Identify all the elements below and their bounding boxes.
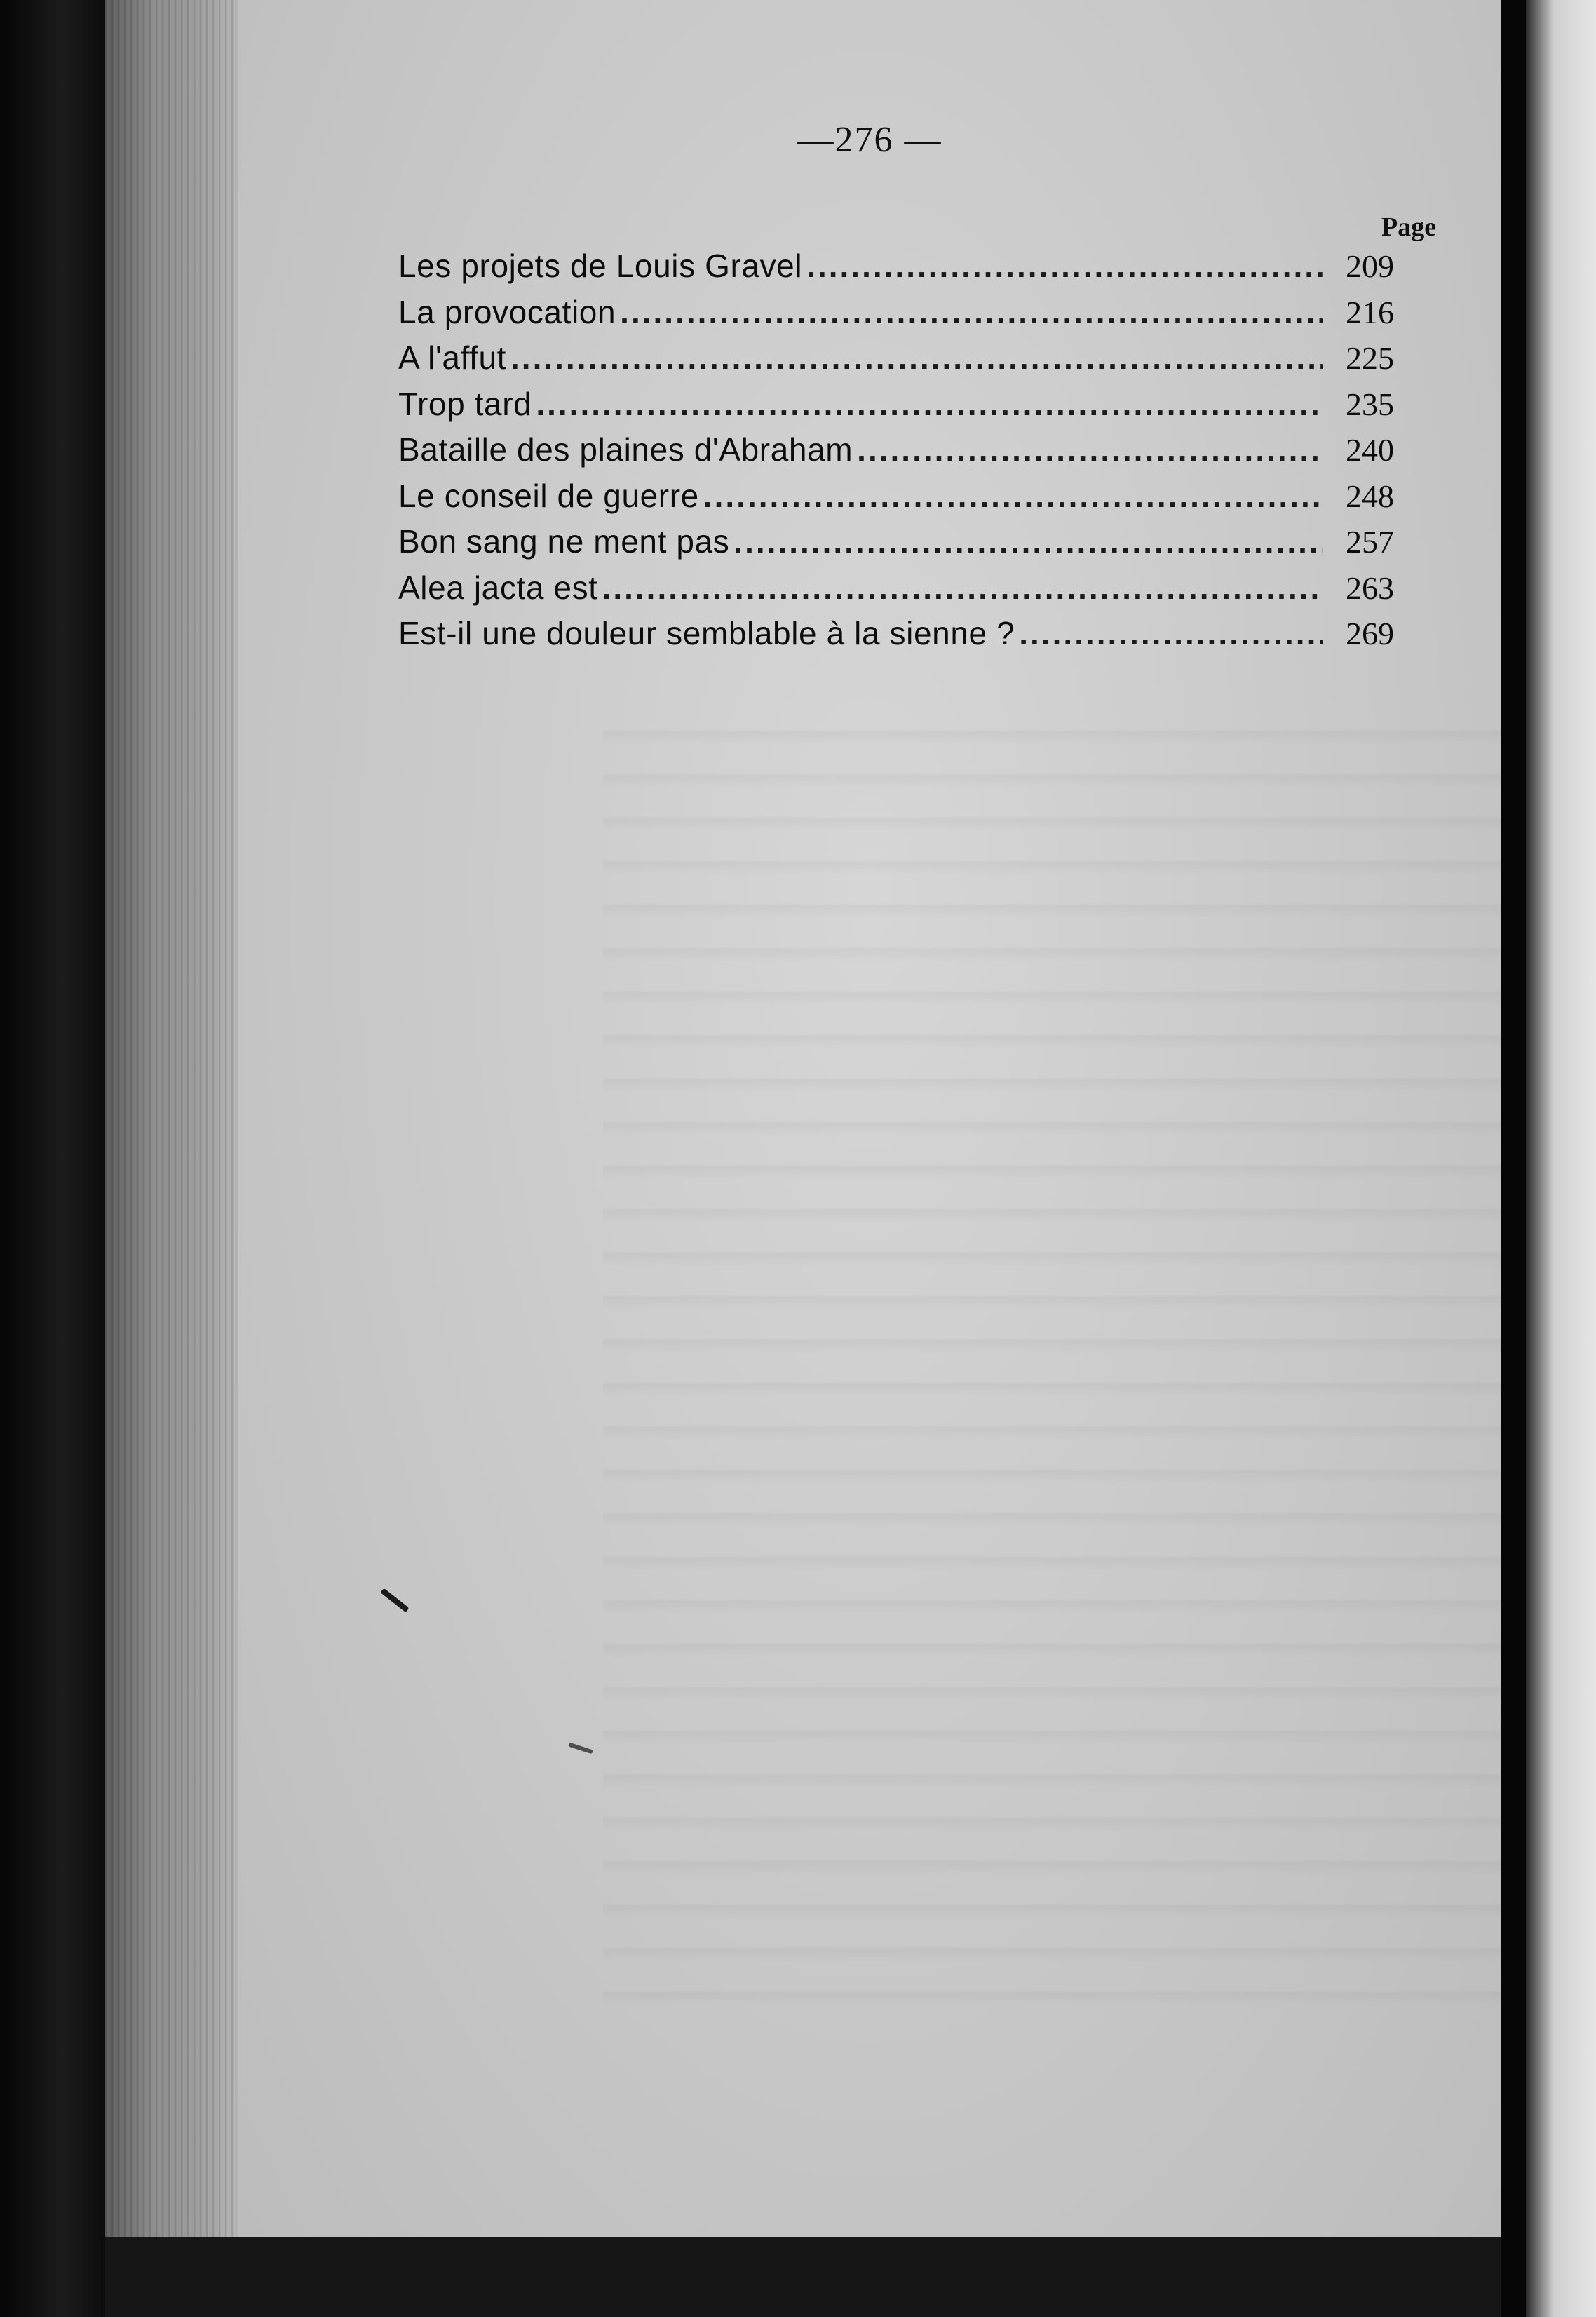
- page-number: —276 —: [797, 120, 942, 160]
- toc-entry: [398, 339, 1394, 385]
- toc-entry: [398, 431, 1394, 477]
- page-block-edge: [105, 0, 238, 2317]
- toc-leader-dots: [806, 247, 1323, 285]
- page-column-header: Page: [1381, 212, 1437, 242]
- scan-left-border: [0, 0, 105, 2317]
- toc-entry-title: Est-il une douleur semblable à la sienne ?: [398, 615, 1015, 651]
- toc-leader-dots: [602, 569, 1323, 607]
- toc-entry-title: Alea jacta est: [398, 569, 598, 606]
- toc-entry: [398, 522, 1394, 569]
- toc-leader-dots: [510, 339, 1323, 377]
- toc-leader-dots: [703, 477, 1323, 515]
- toc-entry: [398, 385, 1394, 431]
- toc-entry-page: 235: [1346, 386, 1394, 422]
- toc-entry-title: Le conseil de guerre: [398, 477, 699, 514]
- toc-entry-page: 216: [1346, 294, 1394, 330]
- bleed-through-texture: [603, 701, 1596, 2034]
- toc-entry: [398, 477, 1394, 523]
- toc-entry: [398, 293, 1394, 339]
- toc-entry-title: Trop tard: [398, 385, 532, 422]
- page-gutter-shadow: [1501, 0, 1526, 2317]
- toc-entry: [398, 247, 1394, 293]
- scan-bottom-border: [105, 2237, 1508, 2317]
- toc-entry-title: Bataille des plaines d'Abraham: [398, 431, 853, 468]
- toc-leader-dots: [733, 522, 1323, 560]
- toc-leader-dots: [857, 431, 1323, 468]
- toc-entry-page: 263: [1346, 569, 1394, 606]
- adjacent-page-edge: [1526, 0, 1596, 2317]
- toc-entry-title: Bon sang ne ment pas: [398, 523, 730, 560]
- toc-leader-dots: [536, 385, 1323, 423]
- toc-entry-page: 248: [1346, 478, 1394, 514]
- table-of-contents: [398, 247, 1394, 661]
- toc-leader-dots: [620, 293, 1323, 331]
- toc-entry-page: 209: [1346, 248, 1394, 284]
- toc-entry-page: 240: [1346, 432, 1394, 468]
- toc-entry-page: 225: [1346, 340, 1394, 376]
- ink-smudge-mark: [380, 1588, 409, 1613]
- toc-leader-dots: [1019, 614, 1323, 652]
- toc-entry-page: 257: [1346, 524, 1394, 560]
- toc-entry: [398, 614, 1394, 661]
- toc-entry: [398, 569, 1394, 615]
- toc-entry-title: A l'affut: [398, 339, 507, 376]
- toc-entry-title: Les projets de Louis Gravel: [398, 248, 803, 284]
- toc-entry-page: 269: [1346, 616, 1394, 651]
- ink-smudge-mark: [568, 1743, 593, 1755]
- book-page: [238, 0, 1501, 2237]
- toc-entry-title: La provocation: [398, 293, 616, 330]
